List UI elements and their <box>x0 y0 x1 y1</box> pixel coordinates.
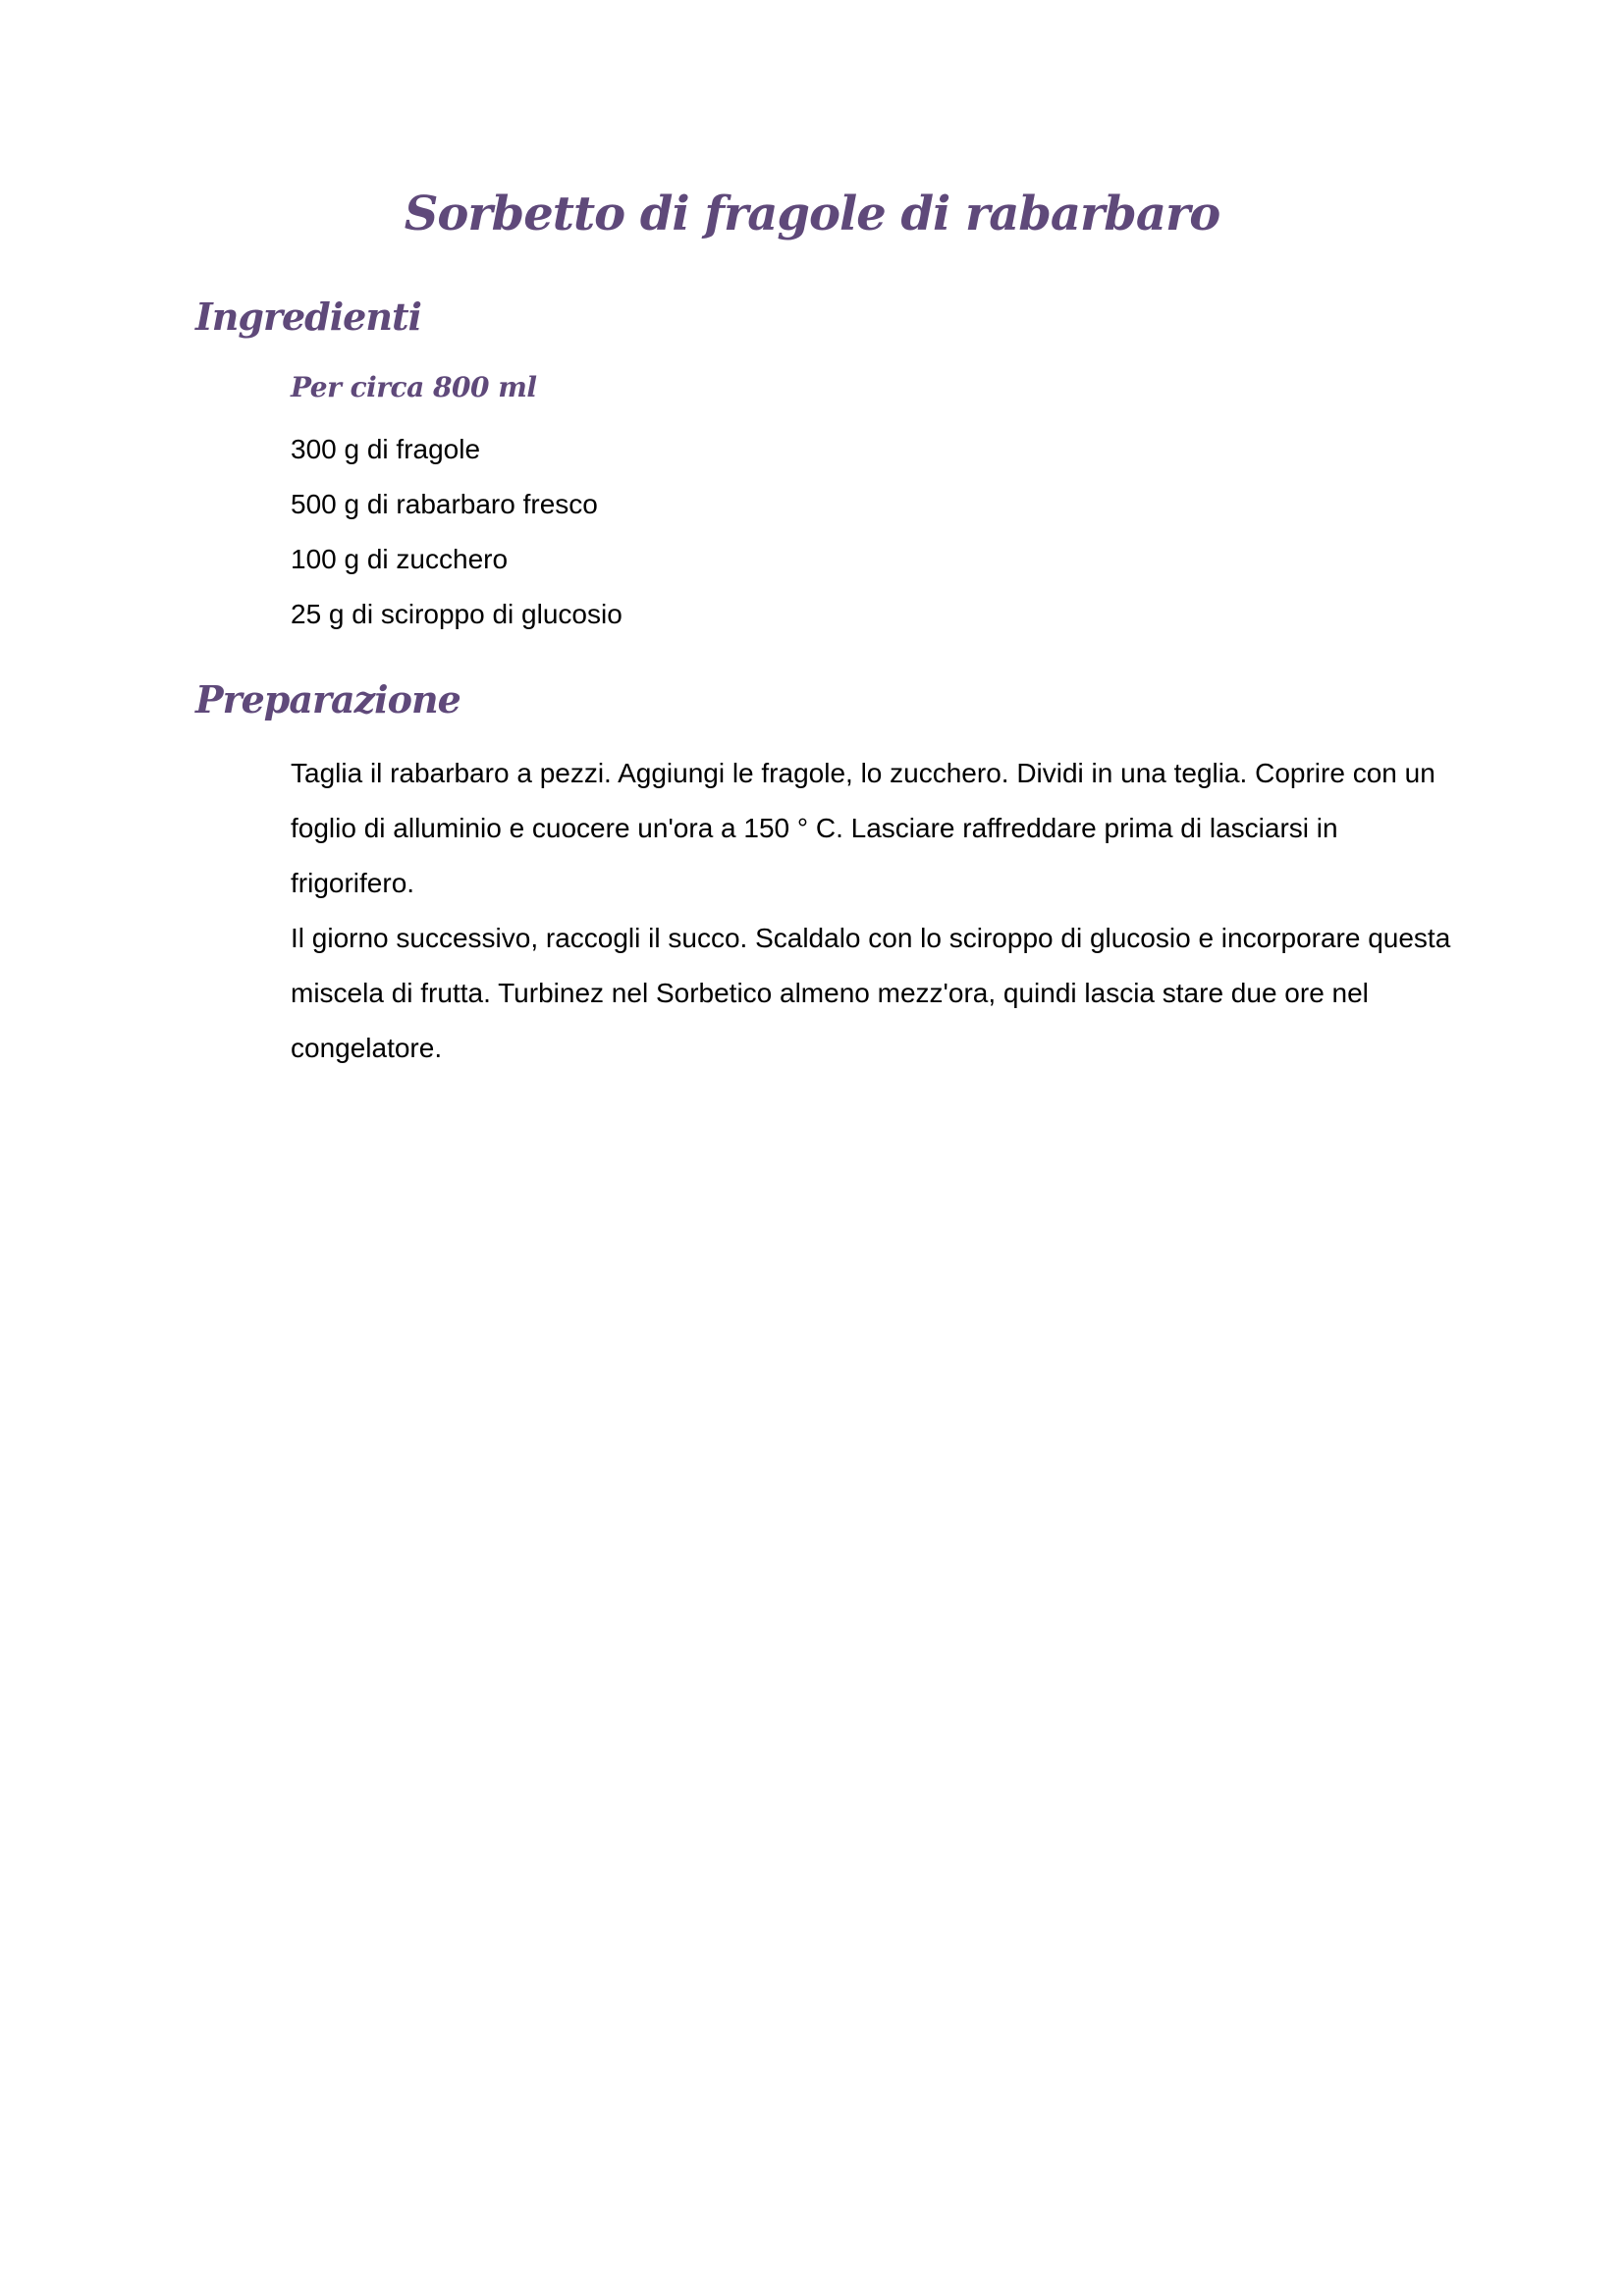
ingredient-item: 25 g di sciroppo di glucosio <box>291 599 623 629</box>
ingredient-item: 100 g di zucchero <box>291 544 509 574</box>
preparation-heading: Preparazione <box>195 677 460 721</box>
yield-subheading: Per circa 800 ml <box>291 371 537 403</box>
ingredient-item: 500 g di rabarbaro fresco <box>291 489 598 519</box>
preparation-paragraph: Taglia il rabarbaro a pezzi. Aggiungi le fragole, lo zucchero. Dividi in una teglia. Coprire con un foglio di alluminio e cuocere un'ora a 150 ° C. Lasciare raffreddare prima di lasciarsi in frigorifero. <box>291 758 1435 898</box>
ingredients-heading: Ingredienti <box>195 294 421 339</box>
preparation-body <box>291 746 1459 1076</box>
ingredient-list <box>291 422 623 642</box>
preparation-paragraph: Il giorno successivo, raccogli il succo. Scaldalo con lo sciroppo di glucosio e incorporare questa miscela di frutta. Turbinez nel Sorbetico almeno mezz'ora, quindi lascia stare due ore nel congelatore. <box>291 923 1451 1063</box>
recipe-title: Sorbetto di fragole di rabarbaro <box>404 187 1220 241</box>
ingredient-item: 300 g di fragole <box>291 434 481 464</box>
